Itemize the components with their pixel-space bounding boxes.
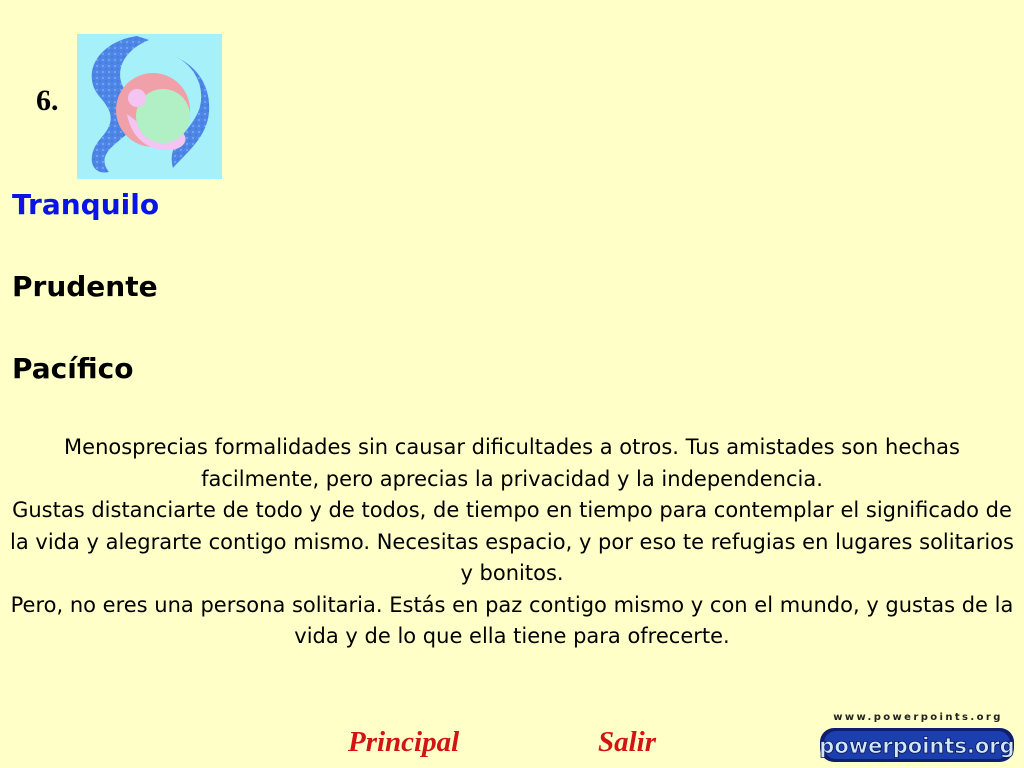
trait-prudente: Prudente [12,270,158,303]
brand-url-text: www.powerpoints.org [833,712,1003,723]
description-paragraph-2: Gustas distanciarte de todo y de todos, de tiempo en tiempo para contemplar el significado de la vida y alegrarte contigo mismo. Necesitas espacio, y por eso te refugias en lugares solitarios y bonitos. [10,498,1014,585]
powerpoints-logo[interactable] [818,708,1018,764]
slide-number: 6. [36,84,59,117]
description-paragraph-3: Pero, no eres una persona solitaria. Estás en paz contigo mismo y con el mundo, y gustas de la vida y de lo que ella tiene para ofrecerte. [10,592,1014,648]
principal-link[interactable]: Principal [348,726,460,758]
brand-logo-text: powerpoints.org [819,734,1015,758]
trait-pacifico: Pacífico [12,352,134,385]
salir-link[interactable]: Salir [598,726,657,758]
description-paragraph-1: Menosprecias formalidades sin causar dificultades a otros. Tus amistades son hechas facilmente, pero aprecias la privacidad y la independencia. [64,435,960,491]
trait-tranquilo: Tranquilo [12,188,160,221]
personality-description [10,432,1014,653]
emblem-image [77,34,222,179]
